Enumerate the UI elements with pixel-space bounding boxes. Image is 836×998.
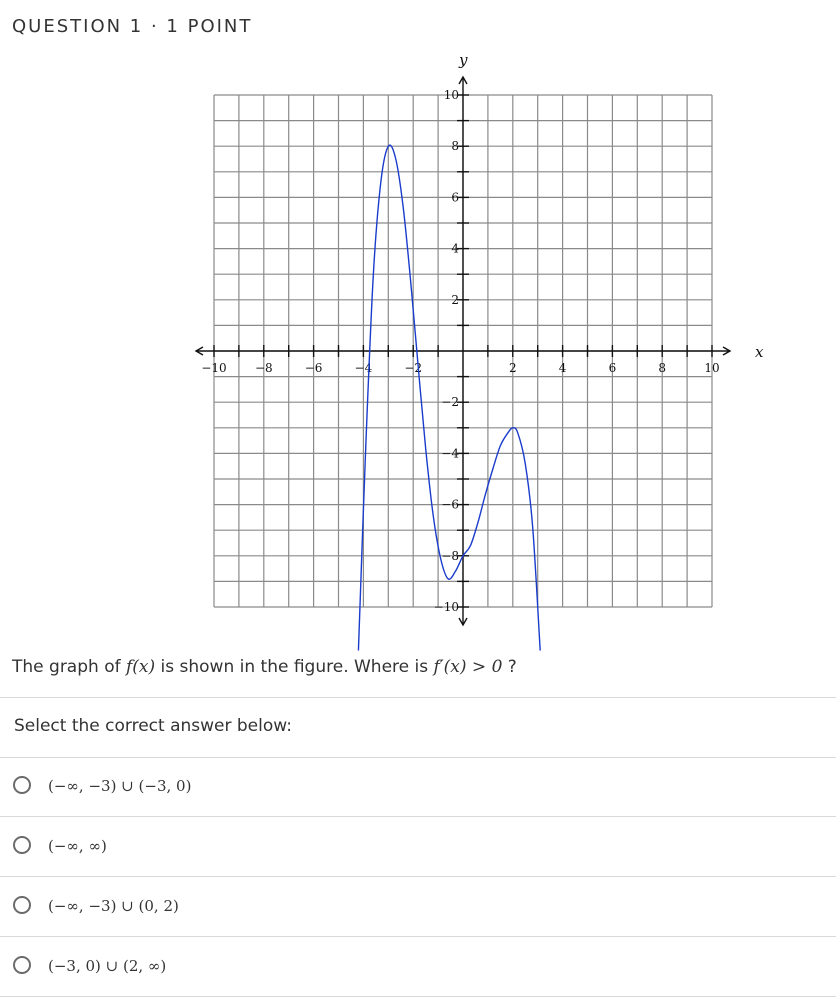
answer-choice-4[interactable] — [0, 937, 836, 997]
x-tick-label: −6 — [304, 361, 323, 375]
prompt-text-1: The graph of — [12, 657, 126, 677]
answer-choice-3[interactable] — [0, 877, 836, 937]
axes — [196, 51, 764, 625]
radio-button[interactable] — [13, 956, 31, 974]
radio-button[interactable] — [13, 776, 31, 794]
answer-choice-2[interactable] — [0, 817, 836, 877]
y-tick-label: 10 — [443, 88, 459, 102]
x-tick-label: 10 — [704, 361, 720, 375]
radio-button[interactable] — [13, 836, 31, 854]
answer-label: (−∞, −3) ∪ (−3, 0) — [48, 777, 192, 795]
answer-choice-1[interactable] — [0, 757, 836, 817]
y-tick-label: −10 — [433, 600, 459, 614]
divider — [0, 996, 836, 997]
question-header: QUESTION 1 · 1 POINT — [12, 16, 253, 37]
x-tick-label: −8 — [254, 361, 273, 375]
answer-label: (−∞, ∞) — [48, 837, 107, 855]
x-tick-label: −4 — [354, 361, 373, 375]
radio-button[interactable] — [13, 896, 31, 914]
y-tick-label: −8 — [441, 548, 459, 563]
x-tick-label: 4 — [558, 361, 567, 375]
x-tick-label: −10 — [201, 361, 227, 375]
x-tick-label: 2 — [508, 361, 517, 375]
y-tick-label: −6 — [441, 497, 459, 512]
answer-label: (−∞, −3) ∪ (0, 2) — [48, 897, 179, 915]
y-tick-label: −4 — [441, 446, 459, 461]
prompt-condition: f′(x) > 0 — [433, 657, 503, 677]
question-prompt — [12, 657, 517, 677]
prompt-text-2: is shown in the figure. Where is — [155, 657, 434, 677]
x-tick-label: −2 — [404, 361, 423, 375]
divider — [0, 697, 836, 698]
answer-label: (−3, 0) ∪ (2, ∞) — [48, 957, 167, 975]
x-tick-label: 8 — [658, 361, 667, 375]
y-tick-label: 4 — [451, 241, 459, 256]
prompt-function: f(x) — [125, 657, 156, 677]
select-label: Select the correct answer below: — [14, 716, 292, 736]
y-tick-label: −2 — [441, 395, 459, 410]
y-tick-label: 8 — [451, 139, 459, 154]
y-axis-label: y — [459, 51, 468, 69]
y-tick-label: 2 — [451, 292, 459, 307]
x-tick-label: 6 — [608, 361, 617, 375]
x-axis-label: x — [755, 343, 764, 361]
prompt-text-3: ? — [502, 657, 517, 677]
y-tick-label: 6 — [451, 190, 459, 205]
